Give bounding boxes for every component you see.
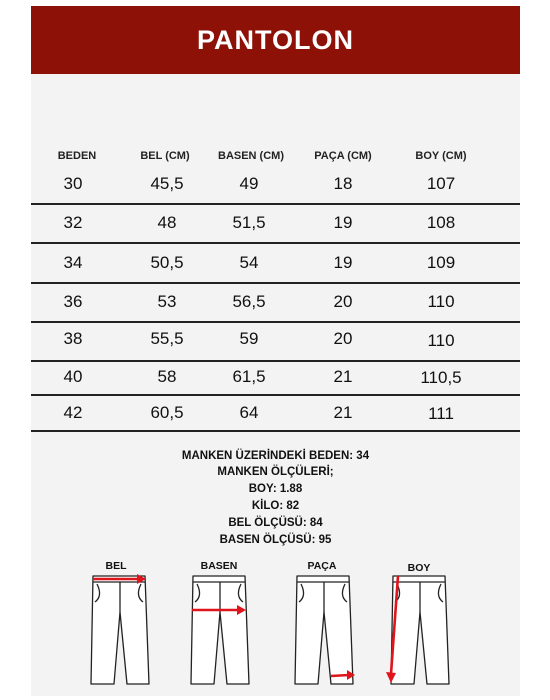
row-divider: [31, 394, 520, 396]
cell-boy: 108: [426, 213, 456, 232]
header-boy: BOY (CM): [415, 150, 467, 162]
cell-boy: 110: [427, 331, 455, 350]
cell-bel: 48: [157, 213, 177, 232]
cell-paca: 19: [333, 213, 353, 232]
cell-paca: 20: [333, 329, 353, 348]
cell-boy: 107: [426, 174, 456, 193]
cell-basen: 56,5: [232, 292, 266, 311]
figure-label-paca: PAÇA: [307, 560, 337, 572]
model-measurements-heading: MANKEN ÖLÇÜLERİ;: [217, 466, 334, 478]
page-title: PANTOLON: [196, 24, 354, 55]
cell-beden: 42: [63, 403, 83, 422]
header-paca: PAÇA (CM): [314, 150, 372, 162]
cell-basen: 51,5: [232, 213, 266, 232]
cell-beden: 36: [63, 292, 83, 311]
cell-paca: 18: [333, 174, 353, 193]
header-beden: BEDEN: [57, 150, 97, 162]
row-divider: [31, 203, 520, 205]
cell-basen: 49: [239, 174, 259, 193]
cell-basen: 61,5: [232, 367, 266, 386]
cell-bel: 55,5: [150, 329, 184, 348]
cell-paca: 20: [333, 292, 353, 311]
cell-beden: 30: [63, 174, 83, 193]
cell-beden: 34: [63, 253, 83, 272]
cell-basen: 64: [239, 403, 259, 422]
pants-hip-icon: [189, 572, 251, 688]
model-size-line: MANKEN ÜZERİNDEKİ BEDEN: 34: [181, 450, 370, 462]
cell-bel: 60,5: [150, 403, 184, 422]
pants-length-icon: [387, 572, 451, 688]
cell-bel: 53: [157, 292, 177, 311]
header-bel: BEL (CM): [140, 150, 190, 162]
row-divider: [31, 321, 520, 323]
row-divider: [31, 242, 520, 244]
cell-basen: 54: [239, 253, 259, 272]
model-waist-line: BEL ÖLÇÜSÜ: 84: [228, 517, 323, 529]
pants-waist-icon: [89, 572, 151, 688]
figure-label-bel: BEL: [105, 560, 127, 572]
cell-paca: 21: [333, 367, 353, 386]
cell-bel: 58: [157, 367, 177, 386]
cell-boy: 111: [428, 404, 454, 423]
cell-bel: 50,5: [150, 253, 184, 272]
cell-boy: 110,5: [420, 368, 462, 387]
cell-beden: 38: [63, 329, 83, 348]
row-divider: [31, 430, 520, 432]
figure-label-boy: BOY: [407, 562, 431, 574]
header-basen: BASEN (CM): [218, 150, 284, 162]
cell-beden: 40: [63, 367, 83, 386]
title-banner: [31, 6, 520, 74]
figure-label-basen: BASEN: [200, 560, 238, 572]
model-height-line: BOY: 1.88: [248, 483, 303, 495]
row-divider: [31, 282, 520, 284]
cell-basen: 59: [239, 329, 259, 348]
row-divider: [31, 360, 520, 362]
model-weight-line: KİLO: 82: [251, 500, 300, 512]
cell-bel: 45,5: [150, 174, 184, 193]
cell-paca: 19: [333, 253, 353, 272]
cell-paca: 21: [333, 403, 353, 422]
pants-hem-icon: [293, 572, 355, 688]
model-hip-line: BASEN ÖLÇÜSÜ: 95: [219, 534, 332, 546]
cell-beden: 32: [63, 213, 83, 232]
size-chart-sheet: [31, 6, 520, 696]
cell-boy: 110: [427, 292, 455, 311]
cell-boy: 109: [426, 253, 456, 272]
